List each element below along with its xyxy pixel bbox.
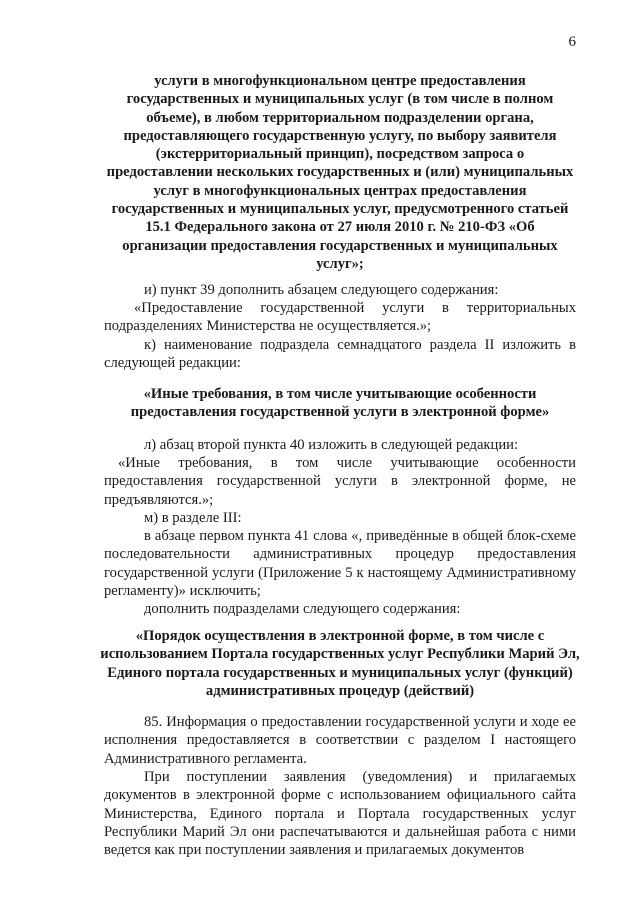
paragraph-l-quote: «Иные требования, в том числе учитывающие особенности предоставления государственной услуги в электронной форме, не предъявляются.»; [104,455,576,508]
heading-electronic-procedures: «Порядок осуществления в электронной форме, в том числе с использованием Портала государственных услуг Республики Марий Эл, Единого портала государственных и муниципальных услуг (функций) административных процедур (действий) [100,628,580,699]
paragraph-m-2: дополнить подразделами следующего содержания: [144,601,461,617]
heading-other-requirements: «Иные требования, в том числе учитывающие особенности предоставления государственной услуги в электронной форме» [130,386,550,421]
paragraph-l: л) абзац второй пункта 40 изложить в следующей редакции: [144,437,518,453]
paragraph-m: м) в разделе III: [144,510,242,526]
paragraph-i: и) пункт 39 дополнить абзацем следующего содержания: [144,282,499,298]
page-number: 6 [568,34,576,50]
paragraph-85: 85. Информация о предоставлении государственной услуги и ходе ее исполнения предоставляется в соответствии с разделом I настоящего Административного регламента. [104,714,576,767]
paragraph-m-1: в абзаце первом пункта 41 слова «, приведённые в общей блок-схеме последовательности административных процедур предоставления государственной услуги (Приложение 5 к настоящему Административному регламенту)» исключить; [104,528,576,599]
paragraph-i-quote: «Предоставление государственной услуги в территориальных подразделениях Министерства не осуществляется.»; [104,300,576,335]
paragraph-85-electronic: При поступлении заявления (уведомления) и прилагаемых документов в электронной форме с использованием официального сайта Министерства, Единого портала и Портала государственных услуг Республики Марий Эл они распечатываются и дальнейшая работа с ними ведется как при поступлении заявления и прилагаемых документов [104,769,576,859]
heading-extraterritorial: услуги в многофункциональном центре предоставления государственных и муниципальных услуг (в том числе в полном объеме), в любом территориальном подразделении органа, предоставляющего государственную услугу, по выбору заявителя (экстерриториальный принцип), посредством запроса о предоставлении нескольких государственных и (или) муниципальных услуг в многофункциональных центрах предоставления государственных и муниципальных услуг, предусмотренного статьей 15.1 Федерального закона от 27 июля 2010 г. № 210-ФЗ «Об организации предоставления государственных и муниципальных услуг»; [106,73,574,272]
paragraph-k: к) наименование подраздела семнадцатого раздела II изложить в следующей редакции: [104,337,576,372]
